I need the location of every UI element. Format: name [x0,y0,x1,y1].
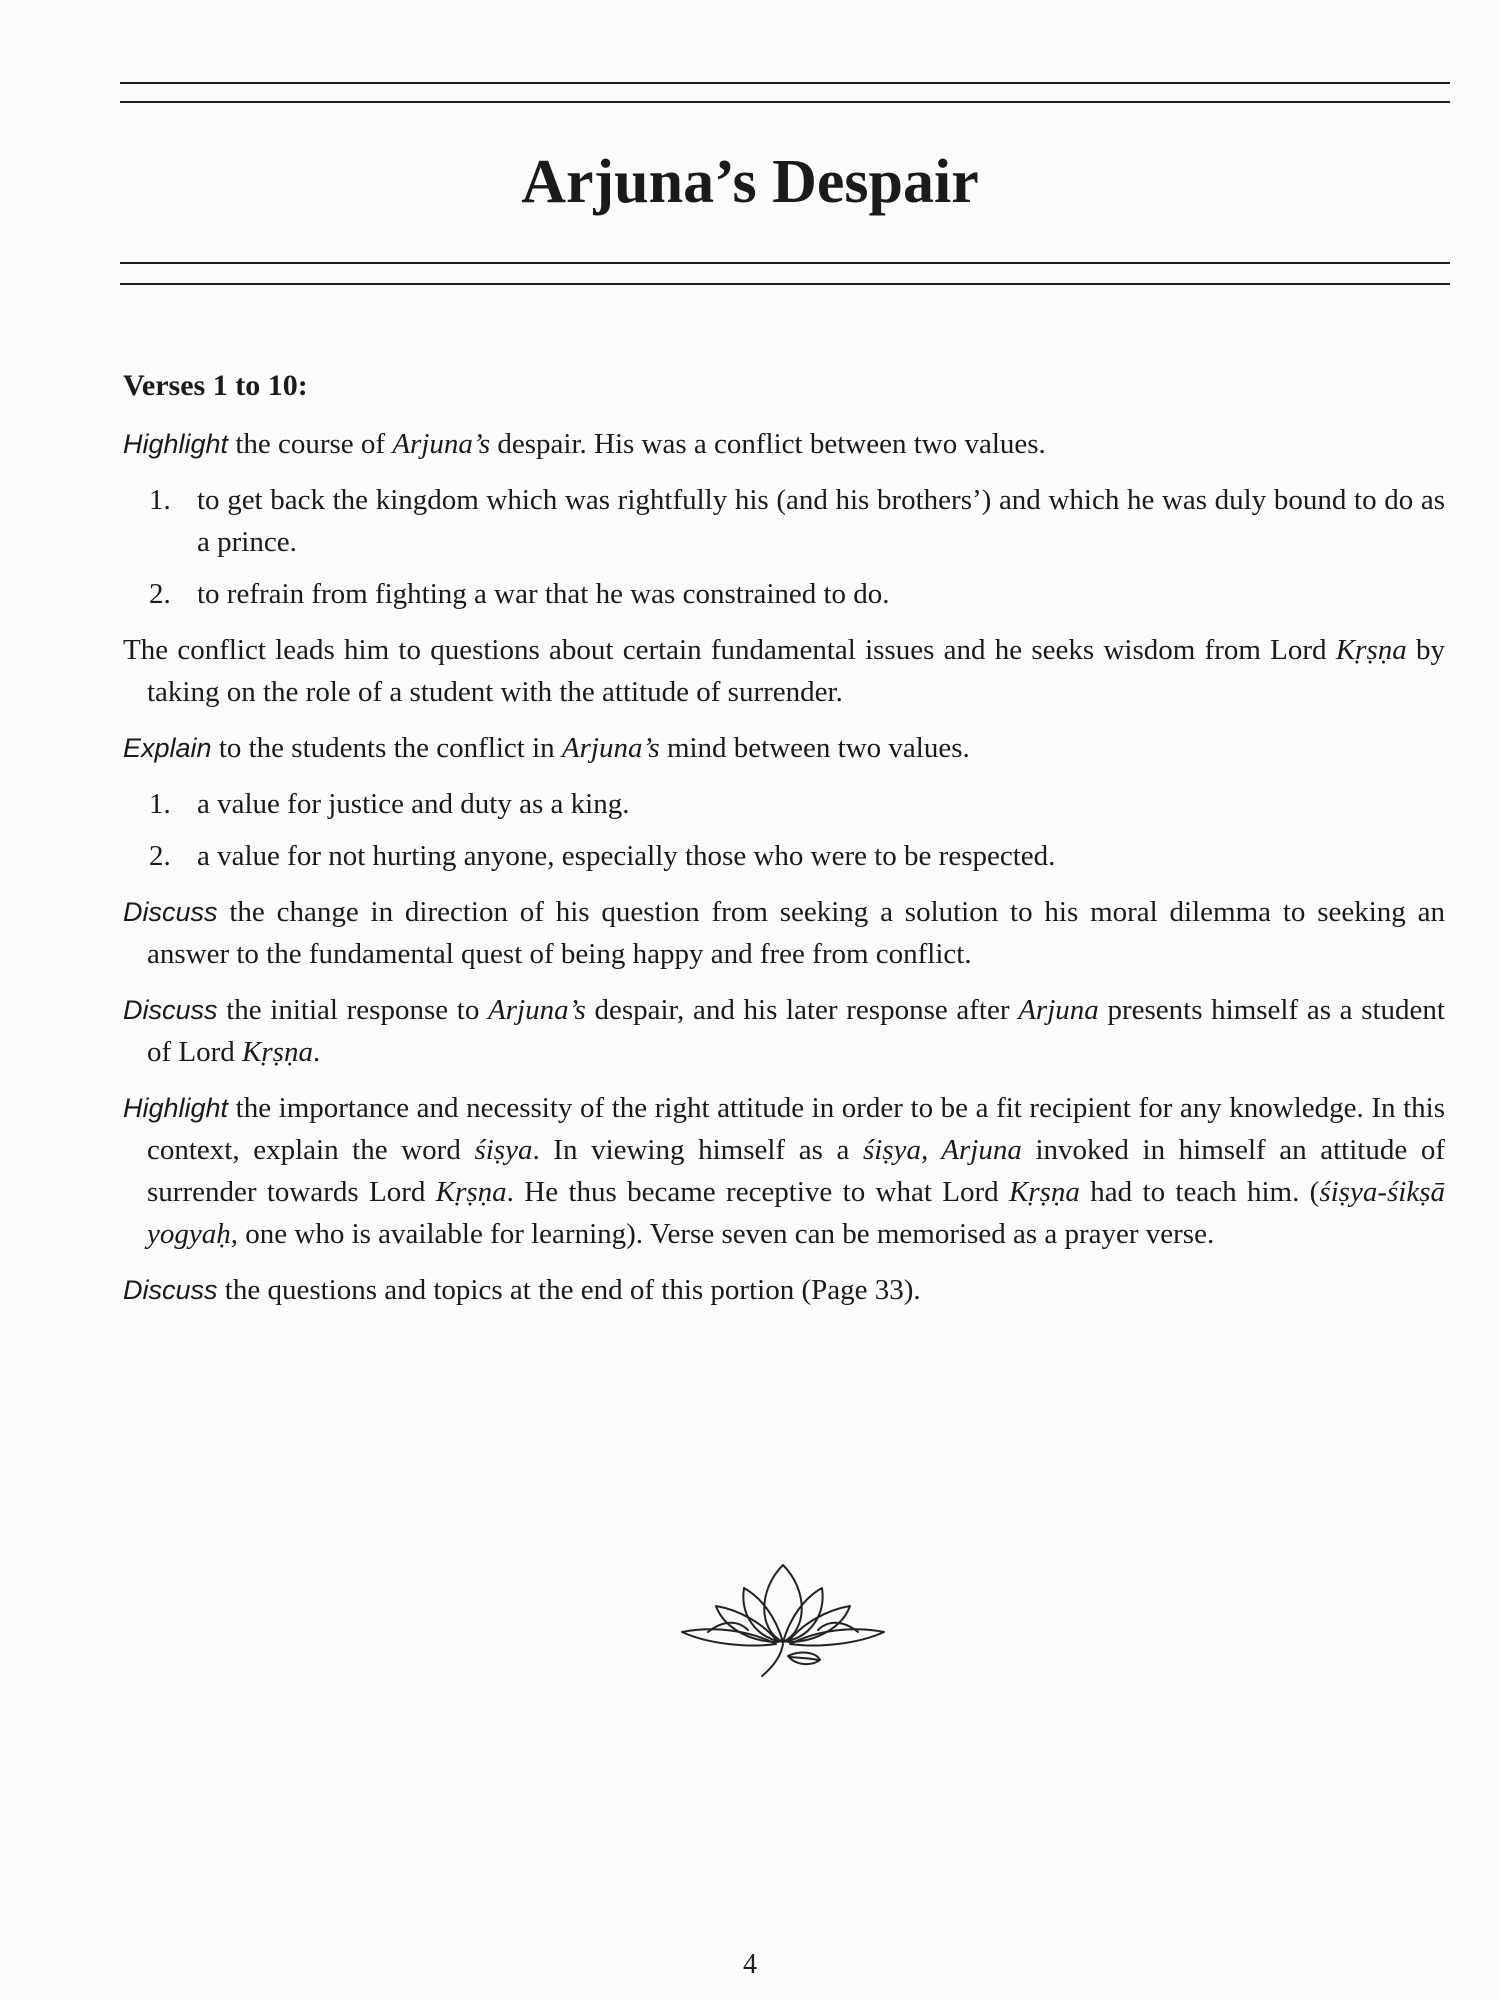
paragraph-explain: Explain to the students the conflict in Arjuna’s mind between two values. [123,732,970,764]
list-item: 1. to get back the kingdom which was rightfully his (and his brothers’) and which he was duly bound to do as a prince. [149,484,1445,558]
title-rule-upper [120,262,1450,264]
paragraph-highlight-attitude: Highlight the importance and necessity of the right attitude in order to be a fit recipient for any knowledge. In this context, explain the word śiṣya. In viewing himself as a śiṣya, Arjuna invoked in himself an attitude of surrender towards Lord Kṛṣṇa. He thus became receptive to what Lord Kṛṣṇa had to teach him. (śiṣya-śikṣā yogyaḥ, one who is available for learning). Verse seven can be memorised as a prayer verse. [123,1092,1445,1250]
lead-word: Discuss [123,1275,218,1305]
lead-word: Highlight [123,1093,229,1123]
top-rule-upper [120,82,1450,84]
paragraph-discuss-questions: Discuss the questions and topics at the end of this portion (Page 33). [123,1274,921,1306]
lead-word: Explain [123,733,212,763]
page-number: 4 [743,1949,757,1980]
lotus-icon [678,1560,888,1680]
top-rule-lower [120,101,1450,103]
lead-word: Discuss [123,897,218,927]
section-heading: Verses 1 to 10: [123,369,308,402]
lead-word: Discuss [123,995,218,1025]
paragraph-discuss-change: Discuss the change in direction of his question from seeking a solution to his moral dilemma to seeking an answer to the fundamental quest of being happy and free from conflict. [123,896,1445,970]
list-item: 2. to refrain from fighting a war that he was constrained to do. [149,578,890,610]
body-content [123,365,1445,1325]
title-rule-lower [120,283,1450,285]
list-item: 1. a value for justice and duty as a king. [149,788,630,820]
conflict-values-list [123,479,1445,615]
paragraph-discuss-response: Discuss the initial response to Arjuna’s despair, and his later response after Arjuna presents himself as a student of Lord Kṛṣṇa. [123,994,1445,1068]
paragraph-highlight-course: Highlight the course of Arjuna’s despair. His was a conflict between two values. [123,428,1046,460]
list-item: 2. a value for not hurting anyone, especially those who were to be respected. [149,840,1056,872]
paragraph-conflict: The conflict leads him to questions about certain fundamental issues and he seeks wisdom from Lord Kṛṣṇa by taking on the role of a student with the attitude of surrender. [123,634,1445,708]
page-title: Arjuna’s Despair [521,148,979,216]
two-values-list [123,783,1445,877]
lead-word: Highlight [123,429,229,459]
